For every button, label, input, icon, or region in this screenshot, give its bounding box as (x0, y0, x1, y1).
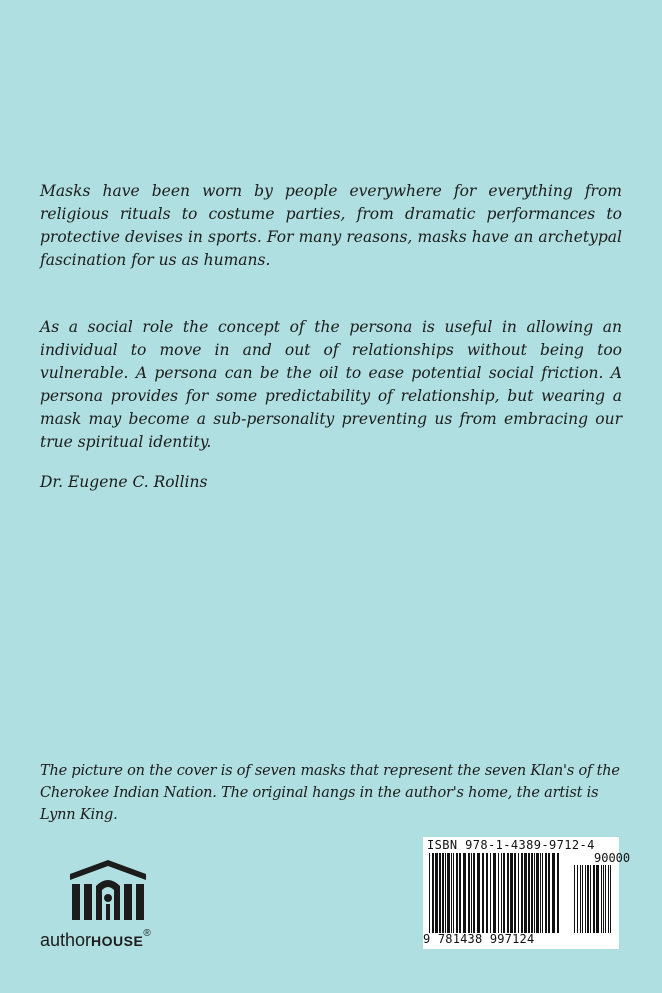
barcode-addon-bars (574, 865, 614, 933)
barcode-price-code: 90000 (594, 851, 631, 865)
barcode-bar (477, 853, 480, 933)
barcode-bar (514, 853, 516, 933)
barcode-bar (596, 865, 599, 933)
barcode-bar (518, 853, 519, 933)
barcode-bar (493, 853, 496, 933)
barcode-bar (542, 853, 543, 933)
barcode-bar (610, 865, 611, 933)
blurb-paragraph-2: As a social role the concept of the persona is useful in allowing an individual to move in and out of relationships without being too vulnerable. A persona can be the oil to ease potential social friction. A persona provides for some predictability of relationship, but wearing a mask may become a sub-personality preventing us from embracing our true spiritual identity. (40, 318, 622, 451)
barcode-bar (490, 853, 491, 933)
barcode-bar (471, 853, 472, 933)
barcode-bar (534, 853, 535, 933)
barcode-bar (545, 853, 547, 933)
publisher-logo (40, 856, 200, 956)
barcode-bar (587, 865, 589, 933)
barcode-bar (601, 865, 602, 933)
barcode-bar (574, 865, 575, 933)
barcode-bar (451, 853, 452, 933)
barcode-bar (582, 865, 583, 933)
barcode-bar (507, 853, 509, 933)
cover-note: The picture on the cover is of seven masks that represent the seven Klan's of the Cherokee Indian Nation. The original hangs in the author's home, the artist is Lynn King. (40, 763, 620, 823)
barcode-bar (528, 853, 530, 933)
barcode-bar (429, 853, 430, 933)
barcode-bar (552, 853, 555, 933)
blurb-paragraph-1: Masks have been worn by people everywhere for everything from religious rituals to costume parties, from dramatic performances to protective devises in sports. For many reasons, masks have an archetypal fascination for us as humans. (40, 182, 622, 269)
author-signature: Dr. Eugene C. Rollins (40, 473, 208, 491)
barcode-bar (580, 865, 581, 933)
barcode-digits: 9 781438 997124 (423, 932, 535, 946)
barcode-bar (557, 853, 559, 933)
isbn-label: ISBN 978-1-4389-9712-4 (427, 838, 595, 852)
barcode-bar (510, 853, 513, 933)
barcode-bar (501, 853, 502, 933)
barcode-bar (445, 853, 446, 933)
barcode-bar (524, 853, 527, 933)
barcode-bar (503, 853, 505, 933)
barcode-bar (473, 853, 475, 933)
barcode-bar (439, 853, 441, 933)
authorhouse-house-icon (66, 856, 150, 926)
barcode-bar (456, 853, 458, 933)
barcode-bar (459, 853, 461, 933)
barcode-bar (540, 853, 541, 933)
barcode-bar (531, 853, 533, 933)
barcode-bar (453, 853, 454, 933)
barcode-bar (605, 865, 606, 933)
barcode-bar (463, 853, 466, 933)
barcode-bar (435, 853, 438, 933)
barcode-bar (585, 865, 586, 933)
isbn-barcode (423, 837, 631, 949)
barcode-bar (603, 865, 604, 933)
barcode-bar (447, 853, 450, 933)
publisher-name: authorHOUSE® (40, 928, 151, 950)
barcode-bar (482, 853, 484, 933)
barcode-bar (548, 853, 550, 933)
barcode-bar (536, 853, 539, 933)
barcode-bar (432, 853, 434, 933)
barcode-bar (498, 853, 499, 933)
barcode-bars (429, 853, 559, 933)
barcode-bar (468, 853, 470, 933)
barcode-bar (590, 865, 591, 933)
barcode-bar (521, 853, 523, 933)
barcode-bar (442, 853, 444, 933)
barcode-bar (593, 865, 595, 933)
barcode-bar (608, 865, 609, 933)
barcode-bar (486, 853, 488, 933)
barcode-bar (577, 865, 578, 933)
